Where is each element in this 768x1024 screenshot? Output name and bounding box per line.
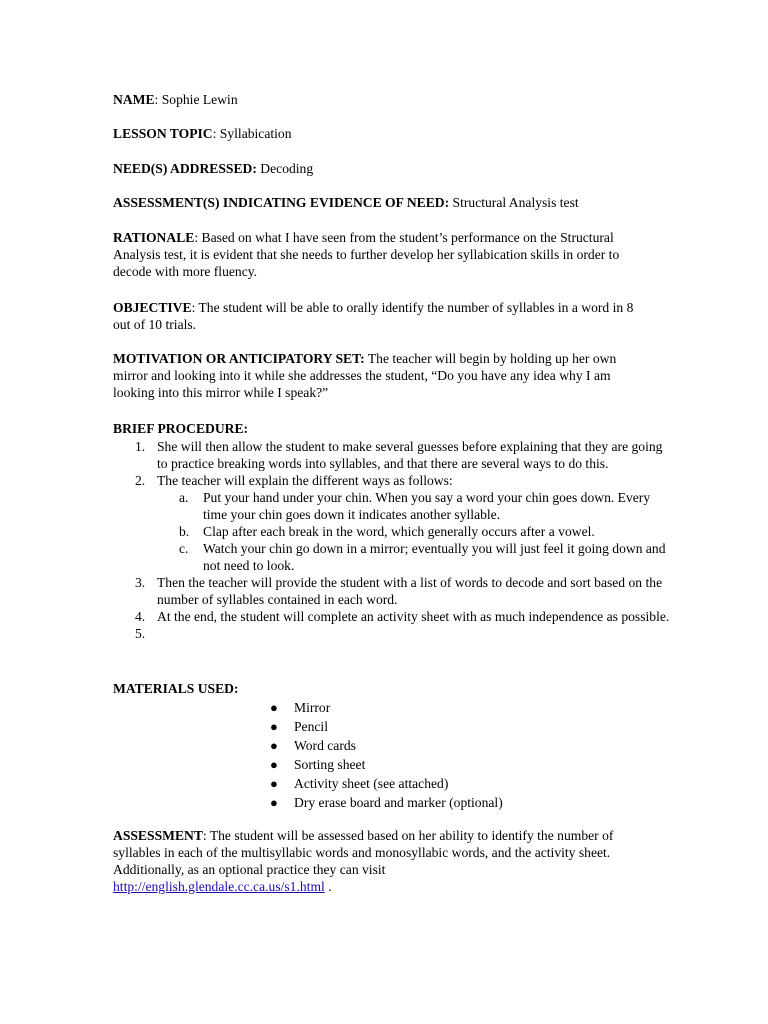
materials-list xyxy=(270,698,503,812)
bullet-icon: ● xyxy=(270,700,278,715)
procedure-substep: c. Watch your chin go down in a mirror; eventually you will just feel it going down and not need to look. xyxy=(179,541,666,573)
bullet-icon: ● xyxy=(270,738,278,753)
bullet-icon: ● xyxy=(270,719,278,734)
needs-value: Decoding xyxy=(256,161,314,176)
materials-heading: MATERIALS USED: xyxy=(113,681,239,696)
materials-item: ● Sorting sheet xyxy=(270,757,366,772)
materials-item: ● Dry erase board and marker (optional) xyxy=(270,795,503,810)
materials-item: ● Mirror xyxy=(270,700,331,715)
assessment-need-value: Structural Analysis test xyxy=(449,195,579,210)
objective-value: : The student will be able to orally identify the number of syllables in a word in 8 out of 10 trials. xyxy=(113,300,634,332)
materials-item: ● Pencil xyxy=(270,719,328,734)
assessment-paragraph: ASSESSMENT: The student will be assessed based on her ability to identify the number of syllables in each of the multisyllabic words and monosyllabic words, and the activity sheet. Additionally, as an optional practice they can visit http://english.glendale.cc.ca.us/s1.html . xyxy=(113,828,614,894)
needs-label: NEED(S) ADDRESSED: xyxy=(113,161,257,176)
motivation-paragraph xyxy=(113,350,653,401)
name-line xyxy=(113,91,653,108)
objective-label: OBJECTIVE xyxy=(113,300,192,315)
bullet-icon: ● xyxy=(270,795,278,810)
procedure-step: 1. She will then allow the student to make several guesses before explaining that they are going to practice breaking words into syllables, and that there are several ways to do this. xyxy=(135,439,663,471)
rationale-value: : Based on what I have seen from the student’s performance on the Structural Analysis test, it is evident that she needs to further develop her syllabication skills in order to decode with more fluency. xyxy=(113,230,620,279)
assessment-label: ASSESSMENT xyxy=(113,828,203,843)
assessment-need-line xyxy=(113,194,673,211)
procedure-heading: BRIEF PROCEDURE: xyxy=(113,421,249,436)
rationale-paragraph xyxy=(113,229,653,280)
procedure-substeps xyxy=(113,489,673,574)
name-value: : Sophie Lewin xyxy=(154,92,238,107)
materials-item: ● Word cards xyxy=(270,738,356,753)
procedure-list xyxy=(113,438,673,642)
lesson-topic-value: : Syllabication xyxy=(212,126,292,141)
bullet-icon: ● xyxy=(270,776,278,791)
lesson-topic-label: LESSON TOPIC xyxy=(113,126,213,141)
rationale-label: RATIONALE xyxy=(113,230,195,245)
procedure-step: 3. Then the teacher will provide the student with a list of words to decode and sort based on the number of syllables contained in each word. xyxy=(135,575,663,607)
materials-item: ● Activity sheet (see attached) xyxy=(270,776,449,791)
procedure-step: 4. At the end, the student will complete an activity sheet with as much independence as possible. xyxy=(135,609,670,624)
assessment-value: : The student will be assessed based on her ability to identify the number of syllables in each of the multisyllabic words and monosyllabic words, and the activity sheet. Additionally, as an optional practice they can visit xyxy=(113,828,614,877)
procedure-substep: b. Clap after each break in the word, which generally occurs after a vowel. xyxy=(179,524,595,539)
assessment-need-label: ASSESSMENT(S) INDICATING EVIDENCE OF NEED: xyxy=(113,195,450,210)
needs-line xyxy=(113,160,653,177)
name-label: NAME xyxy=(113,92,155,107)
procedure-substep: a. Put your hand under your chin. When you say a word your chin goes down. Every time your chin goes down it indicates another syllable. xyxy=(179,490,651,522)
motivation-label: MOTIVATION OR ANTICIPATORY SET: xyxy=(113,351,365,366)
objective-paragraph xyxy=(113,299,653,333)
bullet-icon: ● xyxy=(270,757,278,772)
procedure-step: 2. The teacher will explain the different ways as follows: a. Put your hand under your chin. When you say a word your chin goes down. Every time your chin goes down it indicates another syllable. b. Clap after each break in the word, which generally occurs after a vowel. c. Watch your chin go down in a mirror; eventually you will just feel it going down and not need to look. xyxy=(113,472,673,574)
motivation-value: The teacher will begin by holding up her own mirror and looking into it while she addresses the student, “Do you have any idea why I am looking into this mirror while I speak?” xyxy=(113,351,617,400)
procedure-step: 5. xyxy=(135,626,146,641)
practice-link[interactable]: http://english.glendale.cc.ca.us/s1.html xyxy=(113,879,325,894)
lesson-topic-line xyxy=(113,125,653,142)
